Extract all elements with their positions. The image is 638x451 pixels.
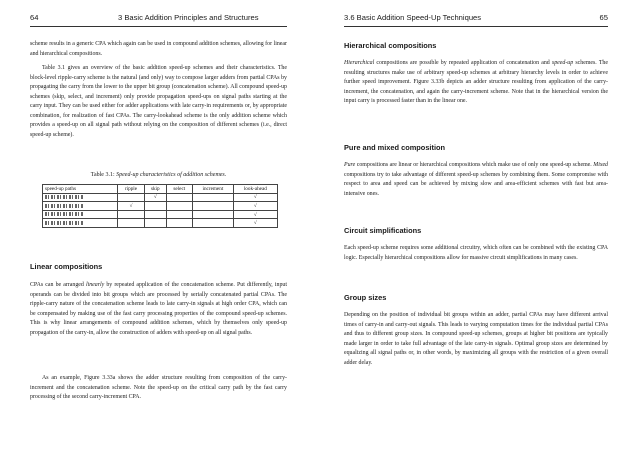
left-page-number: 64 xyxy=(30,13,39,22)
table-cell xyxy=(193,210,234,219)
table-cell: √ xyxy=(233,193,277,202)
table-cell: √ xyxy=(233,202,277,211)
table-cell: √ xyxy=(233,219,277,228)
table-cell xyxy=(193,219,234,228)
table-cell xyxy=(166,202,193,211)
table-cell: √ xyxy=(233,210,277,219)
table-cell: √ xyxy=(118,202,145,211)
table-caption-label: Table 3.1: xyxy=(90,172,115,178)
right-page xyxy=(344,0,608,451)
table-cell xyxy=(118,193,145,202)
left-paragraph-4: As an example, Figure 3.33a shows the adder structure resulting from composition of the carry-increment and the concatenation scheme. Note the speed-up on the critical carry path by the fast carry processing of the second carry-increment CPA. xyxy=(30,375,287,401)
table-header: speed-up paths xyxy=(43,185,118,194)
table-cell xyxy=(193,193,234,202)
table-cell xyxy=(145,219,167,228)
left-paragraph-1: scheme results in a generic CPA which again can be used in compound addition schemes, allowing for linear and hierarchical compositions. xyxy=(30,41,287,57)
table-cell xyxy=(145,202,167,211)
path-label xyxy=(43,210,118,219)
left-paragraph-3: CPAs can be arranged linearly by repeated application of the concatenation scheme. Put differently, input operands can be divided into bit groups which are processed by serially concatenated partial CPAs. The ripple-carry nature of the concatenation scheme leads to late carry-in signals at high order CPA, which can be compensated by making use of the fast carry processing properties of the compound speed-up schemes. This is why linear arrangements of compound addition schemes, which by themselves only speed-up propagation of the carry-in, allow the construction of adders with speed-up on all signal paths. xyxy=(30,282,287,336)
right-running-header xyxy=(344,10,608,27)
right-paragraph-4: Depending on the position of individual bit groups within an adder, partial CPAs may have different arrival times of carry-in and carry-out signals. This leads to varying computation times for the individual partial CPAs and thus to different group sizes. In compound speed-up schemes, groups at higher bit positions are typically made larger in order to take full advantage of the late carry-in signals. Optimal group sizes are determined by equalizing all signal paths or, in other words, by maximizing all groups with the restriction of a given overall adder delay. xyxy=(344,312,608,366)
table-header: select xyxy=(166,185,193,194)
table-cell xyxy=(118,210,145,219)
heading-circuit-simplifications: Circuit simplifications xyxy=(344,226,422,235)
left-paragraph-2: Table 3.1 gives an overview of the basic addition speed-up schemes and their characteristics. The block-level ripple-carry scheme is the natural (and only) way to compose larger adders from partial CPAs by propagating the carry from the lower to the upper bit group (concatenation scheme). All compound speed-up schemes (skip, select, and increment) only provide propagation speed-ups on signal paths starting at the carry input. They can be used either for adder applications with late carry-in requirements or, by appropriate combination, for realization of fast CPAs. The carry-lookahead scheme is the only addition scheme which provides a speed-up on all signal path without relying on the composition of different schemes (i.e., direct speed-up scheme). xyxy=(30,65,287,138)
right-paragraph-3: Each speed-up scheme requires some additional circuitry, which often can be combined with the existing CPA logic. Especially hierarchical compositions allow for massive circuit simplifications in many cases. xyxy=(344,245,608,261)
right-paragraph-2: Pure compositions are linear or hierarchical compositions which make use of only one speed-up scheme. Mixed compositions try to take advantage of different speed-up schemes by combining them. Some compromise with respect to area and speed can be achieved by mixing slow and area-efficient schemes with fast but area-intensive ones. xyxy=(344,162,608,197)
heading-pure-mixed: Pure and mixed composition xyxy=(344,143,446,152)
table-cell xyxy=(193,202,234,211)
table-cell: √ xyxy=(145,193,167,202)
left-running-header xyxy=(30,10,287,27)
chapter-title: 3 Basic Addition Principles and Structures xyxy=(118,13,259,22)
heading-group-sizes: Group sizes xyxy=(344,293,387,302)
right-page-number: 65 xyxy=(599,13,608,22)
table-header: increment xyxy=(193,185,234,194)
table-cell xyxy=(145,210,167,219)
table-row xyxy=(43,193,278,202)
left-page xyxy=(30,0,287,451)
table-row xyxy=(43,202,278,211)
table-cell xyxy=(166,193,193,202)
section-title: 3.6 Basic Addition Speed-Up Techniques xyxy=(344,13,482,22)
table-row xyxy=(43,210,278,219)
path-label xyxy=(43,202,118,211)
speedup-table xyxy=(42,184,278,228)
table-caption xyxy=(30,172,287,178)
path-label xyxy=(43,193,118,202)
table-caption-text: Speed-up characteristics of addition schemes. xyxy=(116,172,227,178)
right-paragraph-1: Hierarchical compositions are possible by repeated application of concatenation and speed-up schemes. The resulting structures make use of arbitrary speed-up schemes at arbitrary hierarchy levels in order to achieve further speed improvement. Figure 3.33b depicts an adder structure resulting from application of the carry-increment, the concatenation, and again the carry-increment scheme. Note that in the hierarchical version the input carry is processed faster than in the linear one. xyxy=(344,60,608,105)
heading-linear-compositions: Linear compositions xyxy=(30,262,103,271)
table-header: skip xyxy=(145,185,167,194)
table-header: ripple xyxy=(118,185,145,194)
table-row xyxy=(43,219,278,228)
table-cell xyxy=(166,219,193,228)
table-header: look-ahead xyxy=(233,185,277,194)
heading-hierarchical-compositions: Hierarchical compositions xyxy=(344,41,437,50)
table-header-row xyxy=(43,185,278,194)
table-cell xyxy=(118,219,145,228)
table-cell xyxy=(166,210,193,219)
path-label xyxy=(43,219,118,228)
